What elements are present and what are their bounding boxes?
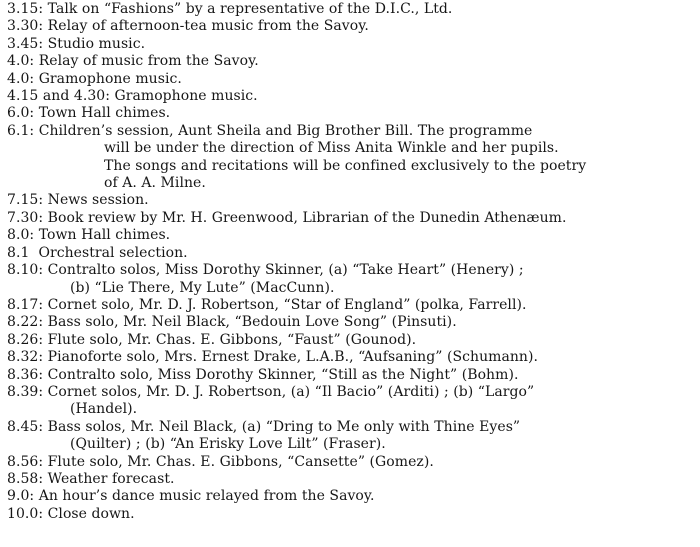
- programme-entry-8-36: [5, 367, 690, 384]
- entry-time: 7.30: [7, 209, 39, 226]
- entry-separator: :: [38, 314, 48, 331]
- entry-text: News session.: [47, 192, 149, 209]
- entry-text: Bass solos, Mr. Neil Black, (a) “Dring to Me only with Thine Eyes”: [47, 418, 521, 435]
- entry-time: 9.0: [7, 488, 30, 505]
- programme-entry-4-0-savoy: [5, 53, 690, 70]
- programme-entry-3-30: [5, 18, 690, 35]
- entry-text: Pianoforte solo, Mrs. Ernest Drake, L.A.B., “Aufsaning” (Schumann).: [47, 349, 539, 366]
- entry-text: Contralto solos, Miss Dorothy Skinner, (a) “Take Heart” (Henery) ;: [47, 262, 524, 279]
- entry-time: 8.39: [7, 383, 39, 400]
- entry-separator: :: [38, 366, 48, 383]
- entry-continuation: (Handel).: [70, 401, 138, 418]
- entry-separator: :: [29, 70, 39, 87]
- programme-entry-8-0: [5, 227, 690, 244]
- entry-time: 7.15: [7, 192, 39, 209]
- entry-separator: :: [38, 262, 48, 279]
- programme-entry-6-0: [5, 105, 690, 122]
- entry-separator: and: [38, 88, 74, 105]
- entry-text: Studio music.: [47, 35, 146, 52]
- entry-separator: :: [38, 296, 48, 313]
- programme-entry-4-0-gramophone: [5, 71, 690, 88]
- entry-text: Contralto solo, Miss Dorothy Skinner, “Still as the Night” (Bohm).: [47, 366, 519, 383]
- entry-text: Relay of music from the Savoy.: [38, 53, 259, 70]
- programme-entry-9-0: [5, 488, 690, 505]
- entry-text: Cornet solos, Mr. D. J. Robertson, (a) “Il Bacio” (Arditi) ; (b) “Largo”: [47, 383, 535, 400]
- programme-entry-7-30: [5, 210, 690, 227]
- entry-text: Cornet solo, Mr. D. J. Robertson, “Star of England” (polka, Farrell).: [47, 296, 527, 313]
- programme-entry-8-39: [5, 384, 690, 419]
- entry-separator: :: [38, 470, 48, 487]
- entry-text: Relay of afternoon-tea music from the Savoy.: [47, 18, 369, 35]
- entry-separator: :: [29, 105, 39, 122]
- entry-separator: :: [38, 18, 48, 35]
- programme-entry-8-10: [5, 262, 690, 297]
- entry-time: 3.45: [7, 35, 39, 52]
- programme-entry-8-45: [5, 419, 690, 454]
- entry-continuation: of A. A. Milne.: [104, 175, 206, 192]
- entry-separator: :: [38, 1, 48, 17]
- programme-entry-8-22: [5, 314, 690, 331]
- entry-separator: :: [38, 349, 48, 366]
- entry-time: 8.32: [7, 349, 39, 366]
- programme-entry-8-58: [5, 471, 690, 488]
- entry-separator: :: [38, 192, 48, 209]
- entry-text: Town Hall chimes.: [38, 227, 171, 244]
- programme-entry-4-15: [5, 88, 690, 105]
- entry-separator: :: [38, 453, 48, 470]
- entry-time: 10.0: [7, 505, 39, 522]
- entry-time: 8.1: [7, 244, 30, 261]
- programme-entry-7-15: [5, 192, 690, 209]
- programme-entry-8-32: [5, 349, 690, 366]
- entry-continuation: (Quilter) ; (b) “An Erisky Love Lilt” (Fraser).: [70, 436, 386, 453]
- entry-time: 8.56: [7, 453, 39, 470]
- entry-continuation: (b) “Lie There, My Lute” (MacCunn).: [70, 279, 335, 296]
- entry-separator: :: [38, 383, 48, 400]
- programme-entry-8-26: [5, 332, 690, 349]
- entry-text: Book review by Mr. H. Greenwood, Librarian of the Dunedin Athenæum.: [47, 209, 567, 226]
- programme-entry-3-45: [5, 36, 690, 53]
- entry-time: 8.10: [7, 262, 39, 279]
- entry-time: 4.15: [7, 88, 39, 105]
- entry-text: Orchestral selection.: [38, 244, 188, 261]
- entry-time: 8.26: [7, 331, 39, 348]
- programme-entry-3-15: [5, 1, 690, 18]
- entry-time: 4.0: [7, 70, 30, 87]
- entry-time: 8.45: [7, 418, 39, 435]
- entry-time: 4.0: [7, 53, 30, 70]
- entry-separator: :: [29, 488, 39, 505]
- entry-text: 4.30: Gramophone music.: [73, 88, 258, 105]
- entry-text: Bass solo, Mr. Neil Black, “Bedouin Love Song” (Pinsuti).: [47, 314, 457, 331]
- entry-time: 8.22: [7, 314, 39, 331]
- entry-text: An hour’s dance music relayed from the Savoy.: [38, 488, 375, 505]
- entry-separator: :: [38, 331, 48, 348]
- entry-text: Flute solo, Mr. Chas. E. Gibbons, “Cansette” (Gomez).: [47, 453, 434, 470]
- entry-time: 6.0: [7, 105, 30, 122]
- entry-time: 6.1: [7, 122, 30, 139]
- entry-separator: :: [29, 53, 39, 70]
- entry-separator: :: [38, 505, 48, 522]
- entry-continuation: will be under the direction of Miss Anita Winkle and her pupils.: [104, 140, 559, 157]
- programme-entry-8-17: [5, 297, 690, 314]
- entry-time: 8.17: [7, 296, 39, 313]
- programme-entry-10-0: [5, 506, 690, 523]
- entry-text: Gramophone music.: [38, 70, 182, 87]
- entry-separator: :: [38, 35, 48, 52]
- entry-time: 8.58: [7, 470, 39, 487]
- entry-time: 3.15: [7, 1, 39, 17]
- entry-time: 8.36: [7, 366, 39, 383]
- programme-entry-8-56: [5, 454, 690, 471]
- entry-continuation: The songs and recitations will be confined exclusively to the poetry: [104, 157, 587, 174]
- entry-text: Children’s session, Aunt Sheila and Big Brother Bill. The programme: [38, 122, 533, 139]
- programme-entry-8-1: [5, 245, 690, 262]
- entry-separator: :: [38, 209, 48, 226]
- entry-text: Flute solo, Mr. Chas. E. Gibbons, “Faust” (Gounod).: [47, 331, 417, 348]
- entry-time: 3.30: [7, 18, 39, 35]
- entry-text: Weather forecast.: [47, 470, 175, 487]
- entry-separator: :: [29, 227, 39, 244]
- entry-separator: :: [29, 122, 39, 139]
- entry-text: Close down.: [47, 505, 135, 522]
- entry-text: Talk on “Fashions” by a representative of the D.I.C., Ltd.: [47, 1, 453, 17]
- programme-entry-6-1: [5, 123, 690, 193]
- entry-separator: :: [38, 418, 48, 435]
- entry-time: 8.0: [7, 227, 30, 244]
- entry-text: Town Hall chimes.: [38, 105, 171, 122]
